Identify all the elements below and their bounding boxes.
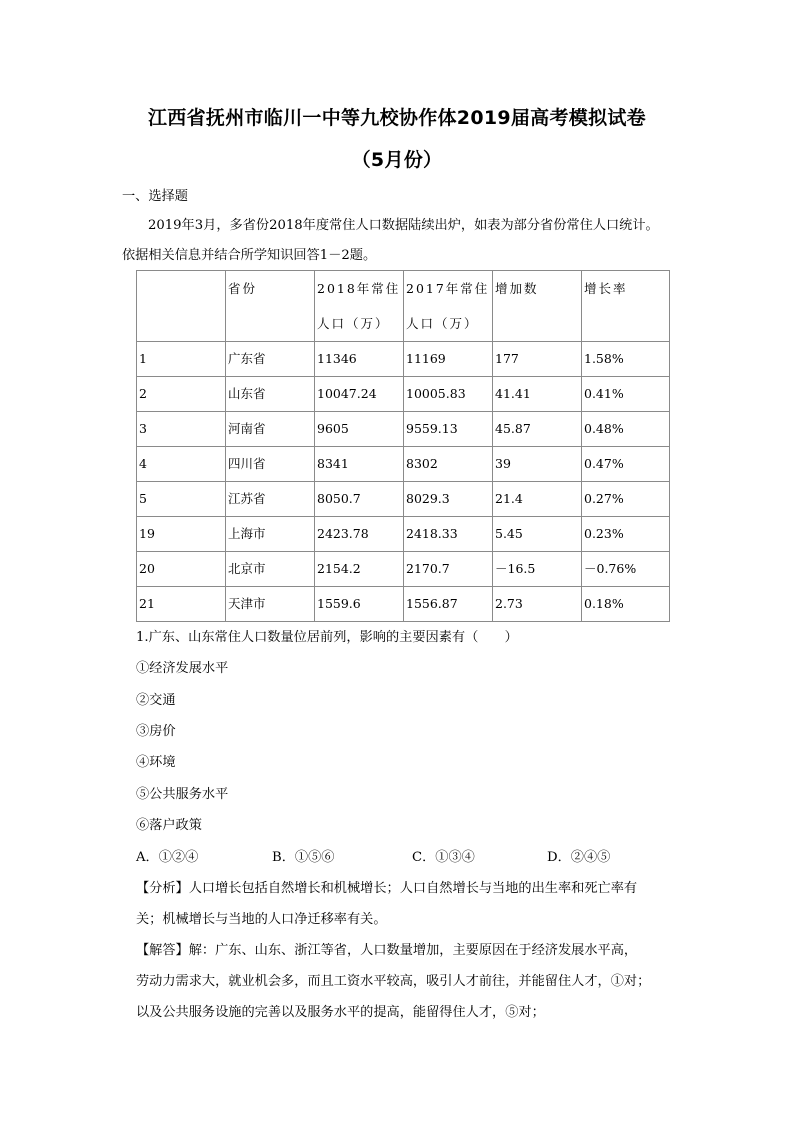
analysis-line-1: 【分析】人口增长包括自然增长和机械增长；人口自然增长与当地的出生率和死亡率有 — [136, 881, 638, 896]
table-header-row — [137, 271, 670, 342]
table-row — [137, 552, 670, 587]
table-cell: 8302 — [404, 447, 493, 482]
table-cell: 2154.2 — [315, 552, 404, 587]
table-cell: 1 — [137, 342, 226, 377]
table-header-cell — [137, 271, 226, 342]
table-cell: 1559.6 — [315, 587, 404, 622]
question-item: ③房价 — [136, 724, 176, 739]
table-cell: 天津市 — [226, 587, 315, 622]
table-cell: 10047.24 — [315, 377, 404, 412]
question-stem: 1.广东、山东常住人口数量位居前列，影响的主要因素有（ ） — [136, 630, 518, 645]
table-row — [137, 482, 670, 517]
table-cell: 1.58% — [582, 342, 670, 377]
question-item: ④环境 — [136, 755, 176, 770]
table-cell: 177 — [493, 342, 582, 377]
table-cell: 4 — [137, 447, 226, 482]
table-cell: 21 — [137, 587, 226, 622]
table-cell: －0.76% — [582, 552, 670, 587]
table-row — [137, 342, 670, 377]
table-cell: 9559.13 — [404, 412, 493, 447]
population-table — [136, 270, 670, 622]
table-cell: 9605 — [315, 412, 404, 447]
table-cell: 0.23% — [582, 517, 670, 552]
option-a: A．①②④ — [136, 850, 199, 865]
table-row — [137, 447, 670, 482]
option-d: D．②④⑤ — [547, 850, 611, 865]
table-row — [137, 517, 670, 552]
question-item: ①经济发展水平 — [136, 661, 229, 676]
table-cell: 2 — [137, 377, 226, 412]
document-title-line1: 江西省抚州市临川一中等九校协作体2019届高考模拟试卷 — [148, 107, 646, 129]
table-header-cell: 2017年常住人口（万） — [404, 271, 493, 342]
table-cell: 0.41% — [582, 377, 670, 412]
question-item: ②交通 — [136, 693, 176, 708]
table-cell: 四川省 — [226, 447, 315, 482]
table-cell: 11169 — [404, 342, 493, 377]
question-item: ⑥落户政策 — [136, 818, 202, 833]
table-cell: 江苏省 — [226, 482, 315, 517]
option-c: C．①③④ — [412, 850, 475, 865]
table-cell: 20 — [137, 552, 226, 587]
table-row — [137, 587, 670, 622]
intro-line-1: 2019年3月，多省份2018年度常住人口数据陆续出炉，如表为部分省份常住人口统计。 — [148, 218, 659, 233]
table-cell: 39 — [493, 447, 582, 482]
answer-line-3: 以及公共服务设施的完善以及服务水平的提高，能留得住人才，⑤对； — [136, 1005, 545, 1020]
table-cell: 45.87 — [493, 412, 582, 447]
table-row — [137, 412, 670, 447]
table-cell: 21.4 — [493, 482, 582, 517]
option-b: B．①⑤⑥ — [272, 850, 335, 865]
table-cell: 0.48% — [582, 412, 670, 447]
table-cell: 广东省 — [226, 342, 315, 377]
table-cell: 3 — [137, 412, 226, 447]
table-cell: 2418.33 — [404, 517, 493, 552]
intro-line-2: 依据相关信息并结合所学知识回答1－2题。 — [122, 248, 377, 263]
table-cell: 8029.3 — [404, 482, 493, 517]
table-cell: 8341 — [315, 447, 404, 482]
table-cell: 19 — [137, 517, 226, 552]
analysis-line-2: 关；机械增长与当地的人口净迁移率有关。 — [136, 912, 387, 927]
table-header-cell: 增长率 — [582, 271, 670, 342]
table-cell: 2.73 — [493, 587, 582, 622]
table-cell: 2423.78 — [315, 517, 404, 552]
table-cell: 0.18% — [582, 587, 670, 622]
table-cell: 8050.7 — [315, 482, 404, 517]
table-header-cell: 省份 — [226, 271, 315, 342]
table-cell: 北京市 — [226, 552, 315, 587]
table-cell: 0.47% — [582, 447, 670, 482]
table-cell: 5.45 — [493, 517, 582, 552]
table-cell: 41.41 — [493, 377, 582, 412]
section-heading: 一、选择题 — [122, 189, 188, 204]
table-cell: 0.27% — [582, 482, 670, 517]
table-cell: －16.5 — [493, 552, 582, 587]
table-cell: 5 — [137, 482, 226, 517]
table-row — [137, 377, 670, 412]
question-item: ⑤公共服务水平 — [136, 787, 229, 802]
table-cell: 上海市 — [226, 517, 315, 552]
answer-line-1: 【解答】解：广东、山东、浙江等省，人口数量增加，主要原因在于经济发展水平高， — [136, 943, 638, 958]
table-cell: 河南省 — [226, 412, 315, 447]
table-cell: 1556.87 — [404, 587, 493, 622]
table-cell: 2170.7 — [404, 552, 493, 587]
answer-line-2: 劳动力需求大，就业机会多，而且工资水平较高，吸引人才前往，并能留住人才，①对； — [136, 974, 651, 989]
document-title-line2: （5月份） — [351, 149, 443, 171]
table-cell: 11346 — [315, 342, 404, 377]
table-header-cell: 2018年常住人口（万） — [315, 271, 404, 342]
table-cell: 10005.83 — [404, 377, 493, 412]
table-cell: 山东省 — [226, 377, 315, 412]
table-header-cell: 增加数 — [493, 271, 582, 342]
